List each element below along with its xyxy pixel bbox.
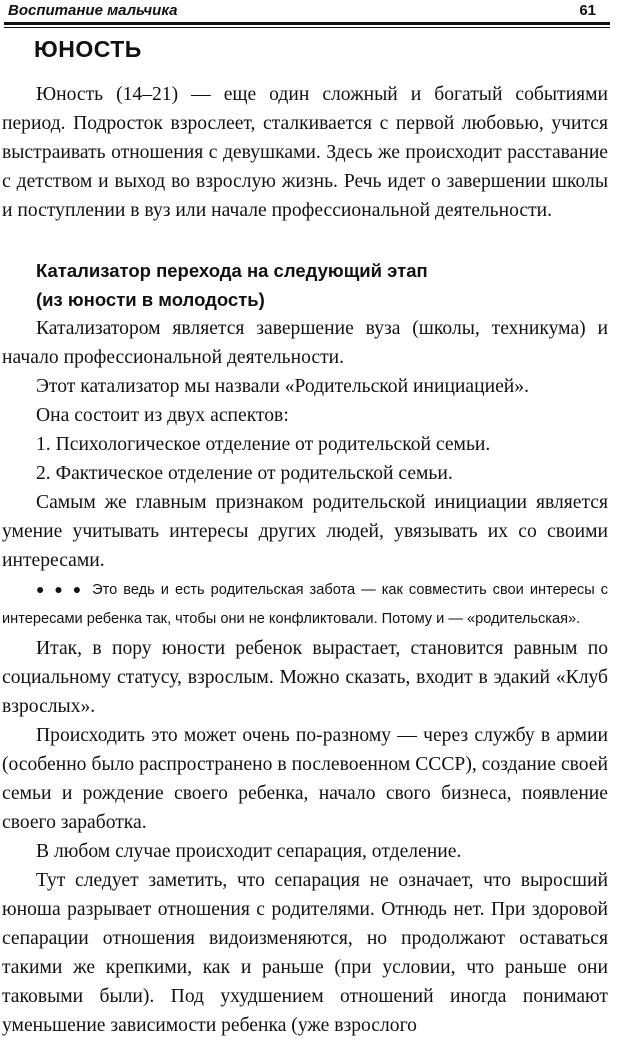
intro-paragraph: Юность (14–21) — еще один сложный и богатый событиями период. Подросток взрослеет, сталкивается с первой любовью, учится выстраивать отношения с девушками. Здесь же происходит расставание с детством и выход во взрослую жизнь. Речь идет о завершении школы и поступлении в вуз или начале профессиональной деятельности.: [2, 84, 608, 221]
header-rule-thin: [4, 27, 610, 28]
running-header: [4, 0, 610, 22]
chapter-title: ЮНОСТЬ: [34, 36, 142, 62]
note-text: Это ведь и есть родительская забота — как совместить свои интересы с интересами ребенка так, чтобы они не конфликтовали. Потому и — «родительская».: [2, 582, 608, 627]
paragraph-aspects: Она состоит из двух аспектов:: [36, 405, 289, 426]
body-text: [2, 80, 608, 1040]
paragraph-initiation: Этот катализатор мы назвали «Родительской инициацией».: [36, 376, 529, 397]
paragraph-ways: Происходить это может очень по-разному — через службу в армии (особенно было распространено в послевоенном СССР), создание своей семьи и рождение своего ребенка, начало свого бизнеса, появление своего заработка.: [2, 725, 608, 833]
author-note: [2, 575, 608, 634]
section-heading-line-1: Катализатор перехода на следующий этап: [36, 260, 428, 281]
speech-bubbles-icon: ● ● ●: [36, 581, 85, 597]
paragraph-separation: В любом случае происходит сепарация, отделение.: [36, 841, 462, 862]
paragraph-main-sign: Самым же главным признаком родительской инициации является умение учитывать интересы других людей, увязывать их со своими интересами.: [2, 492, 608, 571]
section-heading: [2, 256, 608, 314]
header-rule-thick: [4, 22, 610, 25]
list-item: 2. Фактическое отделение от родительской семьи.: [36, 463, 453, 484]
running-title: Воспитание мальчика: [8, 2, 178, 19]
page-number: 61: [579, 2, 596, 19]
paragraph-healthy-separation: Тут следует заметить, что сепарация не означает, что выросший юноша разрывает отношения с родителями. Отнюдь нет. При здоровой сепарации отношения видоизменяются, но продолжают оставаться такими же крепкими, как и раньше (при условии, что раньше они таковыми были). Под ухудшением отношений иногда понимают уменьшение зависимости ребенка (уже взрослого: [2, 870, 608, 1036]
list-item: 1. Психологическое отделение от родительской семьи.: [36, 434, 491, 455]
paragraph-adult-club: Итак, в пору юности ребенок вырастает, становится равным по социальному статусу, взрослым. Можно сказать, входит в эдакий «Клуб взрослых».: [2, 638, 608, 717]
section-heading-line-2: (из юности в молодость): [36, 289, 265, 310]
paragraph-catalyst: Катализатором является завершение вуза (школы, техникума) и начало профессиональной деятельности.: [2, 318, 608, 368]
